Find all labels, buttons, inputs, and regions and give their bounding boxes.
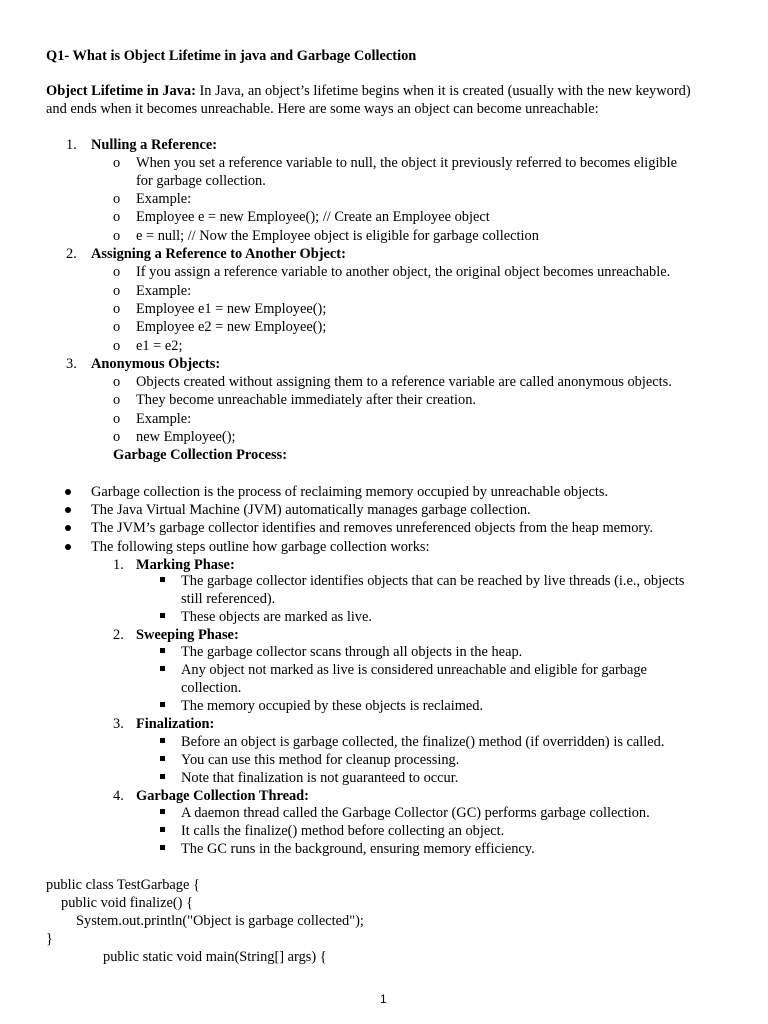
bullet-dot (65, 507, 71, 513)
step-item: These objects are marked as live. (181, 609, 372, 625)
step-item: You can use this method for cleanup processing. (181, 752, 460, 768)
sub-bullet: o (113, 191, 121, 207)
gc-heading: Garbage Collection Process: (113, 447, 287, 463)
square-bullet (160, 613, 165, 618)
sub-bullet: o (113, 228, 121, 244)
gc-bullet: The following steps outline how garbage collection works: (91, 539, 430, 555)
code-line: System.out.println("Object is garbage collected"); (76, 913, 364, 929)
list-number: 3. (66, 356, 77, 372)
code-line: public static void main(String[] args) { (103, 949, 327, 965)
list-item: Objects created without assigning them to a reference variable are called anonymous objects. (136, 374, 672, 390)
step-item: A daemon thread called the Garbage Collector (GC) performs garbage collection. (181, 805, 650, 821)
page-number: 1 (380, 992, 387, 1006)
sub-bullet: o (113, 301, 121, 317)
step-title: Marking Phase: (136, 557, 235, 573)
sub-bullet: o (113, 429, 121, 445)
list-title: Assigning a Reference to Another Object: (91, 246, 346, 262)
square-bullet (160, 809, 165, 814)
list-item: Employee e1 = new Employee(); (136, 301, 327, 317)
code-line: public void finalize() { (61, 895, 193, 911)
list-number: 1. (66, 137, 77, 153)
step-item: The garbage collector identifies objects that can be reached by live threads (i.e., objects (181, 573, 685, 589)
gc-bullet: The JVM’s garbage collector identifies and removes unreferenced objects from the heap memory. (91, 520, 654, 536)
list-title: Nulling a Reference: (91, 137, 218, 153)
square-bullet (160, 648, 165, 653)
step-number: 4. (113, 788, 124, 804)
list-item: Employee e = new Employee(); // Create an Employee object (136, 209, 490, 225)
square-bullet (160, 702, 165, 707)
step-item: The garbage collector scans through all objects in the heap. (181, 644, 523, 660)
step-item: still referenced). (181, 591, 276, 607)
intro-label: Object Lifetime in Java: (46, 83, 196, 99)
step-number: 2. (113, 627, 124, 643)
gc-bullet: The Java Virtual Machine (JVM) automatically manages garbage collection. (91, 502, 531, 518)
square-bullet (160, 756, 165, 761)
list-item: for garbage collection. (136, 173, 266, 189)
list-item: When you set a reference variable to null, the object it previously referred to becomes eligible (136, 155, 678, 171)
sub-bullet: o (113, 264, 121, 280)
sub-bullet: o (113, 392, 121, 408)
gc-bullet: Garbage collection is the process of reclaiming memory occupied by unreachable objects. (91, 484, 609, 500)
square-bullet (160, 774, 165, 779)
list-title: Anonymous Objects: (91, 356, 221, 372)
sub-bullet: o (113, 338, 121, 354)
code-line: } (46, 931, 53, 947)
step-item: The memory occupied by these objects is reclaimed. (181, 698, 484, 714)
square-bullet (160, 827, 165, 832)
list-item: e = null; // Now the Employee object is eligible for garbage collection (136, 228, 539, 244)
list-item: They become unreachable immediately after their creation. (136, 392, 477, 408)
bullet-dot (65, 544, 71, 550)
sub-bullet: o (113, 319, 121, 335)
step-item: The GC runs in the background, ensuring memory efficiency. (181, 841, 535, 857)
code-line: public class TestGarbage { (46, 877, 200, 893)
sub-bullet: o (113, 155, 121, 171)
intro-text-1: In Java, an object’s lifetime begins when it is created (usually with the new keyword) (195, 83, 691, 99)
sub-bullet: o (113, 411, 121, 427)
step-item: Any object not marked as live is considered unreachable and eligible for garbage (181, 662, 647, 678)
list-item: Example: (136, 283, 192, 299)
sub-bullet: o (113, 374, 121, 390)
step-item: collection. (181, 680, 242, 696)
step-number: 1. (113, 557, 124, 573)
step-item: It calls the finalize() method before collecting an object. (181, 823, 505, 839)
intro-line-1 (46, 82, 691, 100)
square-bullet (160, 845, 165, 850)
sub-bullet: o (113, 209, 121, 225)
list-item: new Employee(); (136, 429, 236, 445)
bullet-dot (65, 525, 71, 531)
bullet-dot (65, 489, 71, 495)
square-bullet (160, 577, 165, 582)
list-item: Example: (136, 191, 192, 207)
step-number: 3. (113, 716, 124, 732)
list-item: Employee e2 = new Employee(); (136, 319, 327, 335)
square-bullet (160, 738, 165, 743)
page-heading: Q1- What is Object Lifetime in java and Garbage Collection (46, 48, 417, 64)
step-title: Finalization: (136, 716, 215, 732)
square-bullet (160, 666, 165, 671)
list-item: Example: (136, 411, 192, 427)
step-item: Note that finalization is not guaranteed to occur. (181, 770, 459, 786)
step-title: Sweeping Phase: (136, 627, 239, 643)
list-number: 2. (66, 246, 77, 262)
sub-bullet: o (113, 283, 121, 299)
list-item: e1 = e2; (136, 338, 183, 354)
list-item: If you assign a reference variable to another object, the original object becomes unreachable. (136, 264, 671, 280)
step-title: Garbage Collection Thread: (136, 788, 309, 804)
intro-line-2: and ends when it becomes unreachable. Here are some ways an object can become unreachable: (46, 101, 599, 117)
step-item: Before an object is garbage collected, the finalize() method (if overridden) is called. (181, 734, 665, 750)
